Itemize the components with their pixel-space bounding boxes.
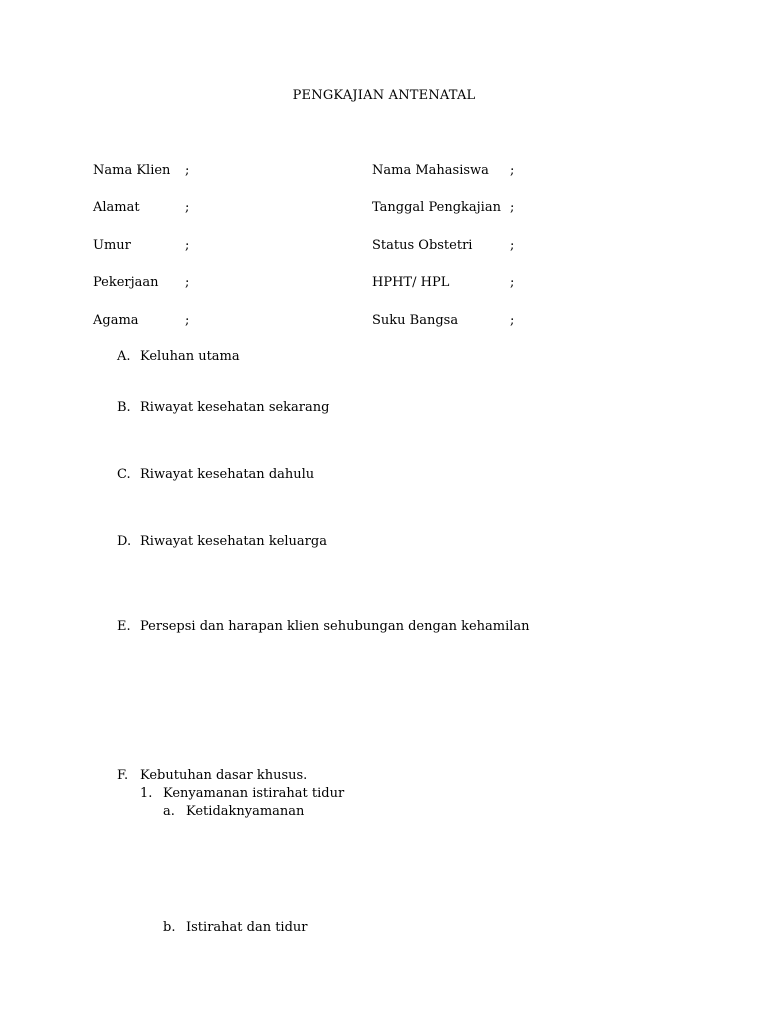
field-label-status-obstetri: Status Obstetri: [372, 238, 473, 253]
section-marker: A.: [117, 349, 131, 364]
page-title: PENGKAJIAN ANTENATAL: [292, 88, 476, 103]
section-heading-riwayat-sekarang: Riwayat kesehatan sekarang: [140, 400, 330, 415]
field-label-nama-klien: Nama Klien: [93, 163, 171, 178]
field-separator: ;: [510, 238, 515, 253]
field-label-alamat: Alamat: [93, 200, 140, 215]
field-label-umur: Umur: [93, 238, 131, 253]
field-separator: ;: [510, 163, 515, 178]
section-heading-riwayat-keluarga: Riwayat kesehatan keluarga: [140, 534, 327, 549]
subitem-marker: a.: [163, 804, 175, 819]
section-heading-kebutuhan-dasar: Kebutuhan dasar khusus.: [140, 768, 308, 783]
field-separator: ;: [510, 313, 515, 328]
field-separator: ;: [185, 313, 190, 328]
field-separator: ;: [185, 200, 190, 215]
subsection-heading-kenyamanan: Kenyamanan istirahat tidur: [163, 786, 345, 801]
field-separator: ;: [185, 275, 190, 290]
subitem-heading-istirahat-tidur: Istirahat dan tidur: [186, 920, 308, 935]
field-label-hpht-hpl: HPHT/ HPL: [372, 275, 450, 290]
field-label-nama-mahasiswa: Nama Mahasiswa: [372, 163, 489, 178]
subsection-marker: 1.: [140, 786, 153, 801]
field-separator: ;: [185, 163, 190, 178]
field-separator: ;: [510, 275, 515, 290]
field-label-tanggal-pengkajian: Tanggal Pengkajian: [372, 200, 501, 215]
field-label-pekerjaan: Pekerjaan: [93, 275, 159, 290]
section-heading-riwayat-dahulu: Riwayat kesehatan dahulu: [140, 467, 315, 482]
section-marker: F.: [117, 768, 129, 783]
section-heading-keluhan-utama: Keluhan utama: [140, 349, 240, 364]
section-heading-persepsi-harapan: Persepsi dan harapan klien sehubungan dengan kehamilan: [140, 619, 530, 634]
section-marker: C.: [117, 467, 131, 482]
section-marker: E.: [117, 619, 131, 634]
section-marker: B.: [117, 400, 131, 415]
field-label-suku-bangsa: Suku Bangsa: [372, 313, 459, 328]
subitem-heading-ketidaknyamanan: Ketidaknyamanan: [186, 804, 305, 819]
field-separator: ;: [185, 238, 190, 253]
field-label-agama: Agama: [93, 313, 139, 328]
subitem-marker: b.: [163, 920, 176, 935]
field-separator: ;: [510, 200, 515, 215]
section-marker: D.: [117, 534, 132, 549]
